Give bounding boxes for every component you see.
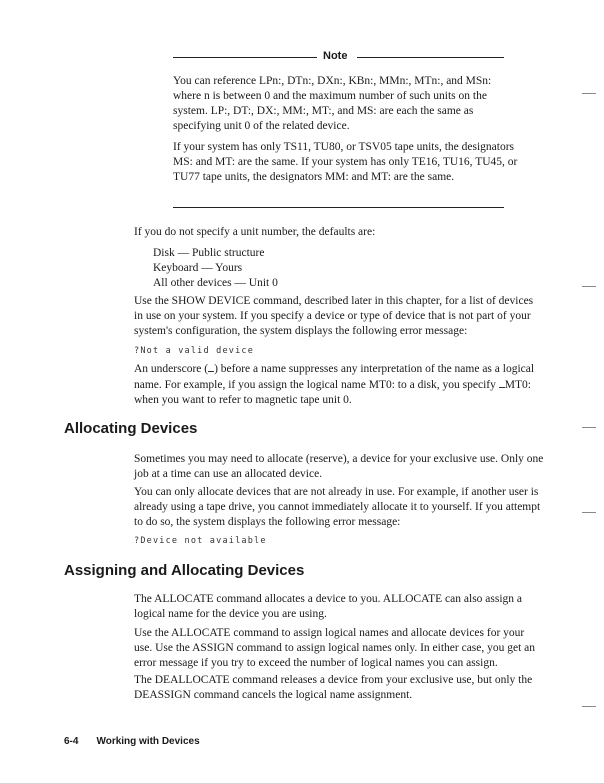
chapter-title: Working with Devices: [96, 736, 200, 747]
assigning-paragraph-1: [134, 592, 544, 622]
margin-mark: [582, 93, 596, 94]
assigning-paragraph-3: [134, 673, 544, 703]
allocating-paragraph-1: [134, 452, 544, 482]
note-title: Note: [323, 50, 348, 62]
margin-mark: [582, 512, 596, 513]
note-rule-bottom: [173, 207, 504, 208]
allocating-text-1: Sometimes you may need to allocate (reserve), a device for your exclusive use. Only one job at a time can use an allocated device.: [134, 453, 544, 480]
note-body: [173, 74, 518, 134]
defaults-list: [153, 246, 278, 291]
error-message-invalid-device: ?Not a valid device: [134, 346, 255, 356]
defaults-intro: [134, 225, 544, 240]
list-item: All other devices — Unit 0: [153, 277, 278, 289]
note-paragraph-1: You can reference LPn:, DTn:, DXn:, KBn:, MMn:, MTn:, and MSn: where n is between 0 and the maximum number of such units on the system. LP:, DT:, DX:, MM:, MT:, and MS: are each the same as specifying unit 0 of the related device.: [173, 75, 492, 132]
assigning-text-1: The ALLOCATE command allocates a device to you. ALLOCATE can also assign a logical name for the device you are using.: [134, 593, 523, 620]
allocating-paragraph-2: [134, 485, 544, 530]
assigning-text-2: Use the ALLOCATE command to assign logical names and allocate devices for your use. Use the ASSIGN command to assign logical names only. In either case, you get an error message if you try to exceed the number of logical names you can assign.: [134, 627, 536, 669]
margin-mark: [582, 286, 596, 287]
section-heading-assigning: Assigning and Allocating Devices: [64, 562, 305, 579]
page-number: 6-4: [64, 736, 79, 747]
page-footer: [64, 734, 200, 749]
note-paragraph-2: If your system has only TS11, TU80, or TSV05 tape units, the designators MS: and MT: are the same. If your system has only TE16, TU16, TU45, or TU77 tape units, the designators MM: and MT: are the same.: [173, 141, 518, 183]
note-rule-right: [357, 57, 504, 58]
underscore-paragraph: [134, 361, 544, 408]
assigning-text-3: The DEALLOCATE command releases a device from your exclusive use, but only the DEASSIGN command cancels the logical name assignment.: [134, 674, 533, 701]
list-item: Disk — Public structure: [153, 247, 265, 259]
note-body-2: [173, 140, 518, 185]
allocating-text-2: You can only allocate devices that are not already in use. For example, if another user is already using a tape drive, you cannot immediately allocate it to yourself. If you attempt to do so, the system displays the following error message:: [134, 486, 541, 528]
underscore-text-1: An underscore (: [134, 363, 209, 375]
section-heading-allocating: Allocating Devices: [64, 420, 198, 437]
note-rule-left: [173, 57, 317, 58]
error-message-device-not-available: ?Device not available: [134, 536, 267, 546]
underscore-text: [134, 361, 544, 408]
list-item: Keyboard — Yours: [153, 262, 243, 274]
show-device-text: Use the SHOW DEVICE command, described later in this chapter, for a list of devices in use on your system. If you specify a device or type of device that is not part of your system's configuration, the system displays the following error message:: [134, 295, 534, 337]
show-device-paragraph: [134, 294, 544, 339]
defaults-intro-text: If you do not specify a unit number, the defaults are:: [134, 226, 376, 238]
underscore-text-3: MT0: when you want to refer to magnetic tape unit 0.: [134, 379, 531, 406]
assigning-paragraph-2: [134, 626, 544, 671]
margin-mark: [582, 706, 596, 707]
underscore-text-2: ) before a name suppresses any interpretation of the name as a logical name. For example, if you assign the logical name MT0: to a disk, you specify: [134, 363, 535, 391]
margin-mark: [582, 427, 596, 428]
